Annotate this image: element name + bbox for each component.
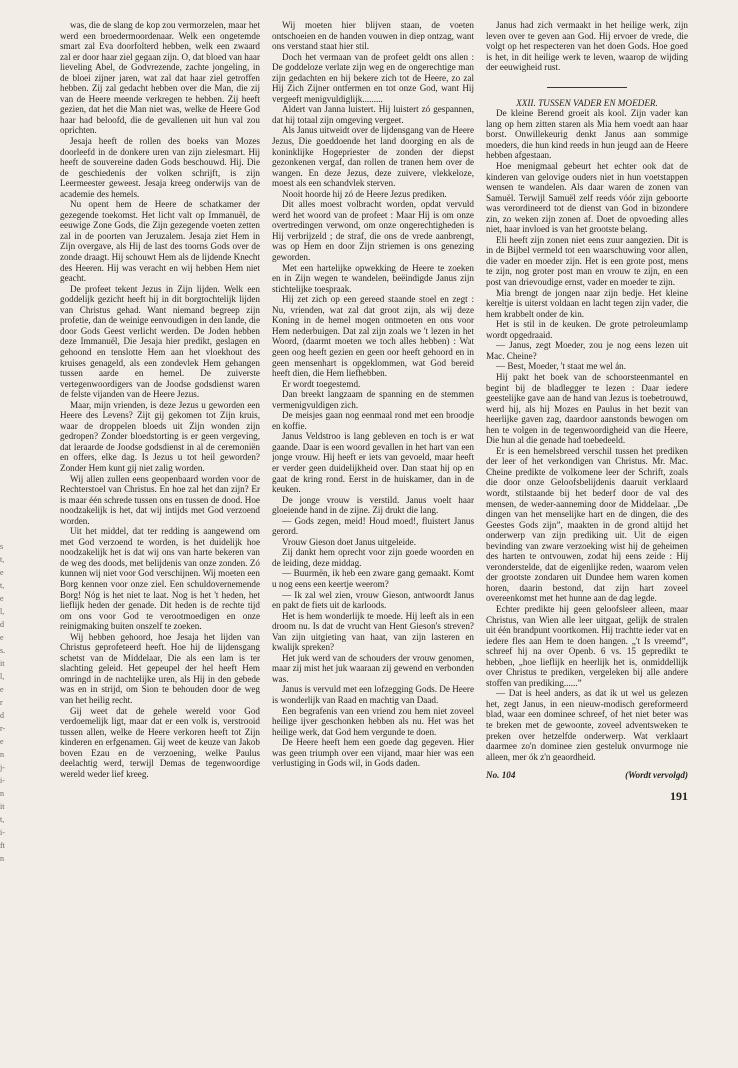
left-column-paragraph: Jesaja heeft de rollen des boeks van Mozes doorleefd in de donkere uren van zijn zielesmart. Hij heeft de souvereine daden Gods beschouwd. Hij. Die de geschiedenis der volken schrijft, is zijn Leermeester geweest. Jesaja kreeg onderwijs van de academie des hemels. — [60, 136, 260, 199]
chapter-body — [486, 108, 688, 762]
adjacent-page-edge — [0, 540, 10, 865]
left-column-paragraph: Maar, mijn vrienden, is deze Jezus u geworden een Heere des Levens? Zijt gij gekomen tot Zijn kruis, waar de droppelen bloeds uit Zijn wonden zijn gedropen? Zonder bloedstorting is er geen vergeving, dat leraarde de Joodse godsdienst in al de ceremoniën en offers, elke dag. Is Jezus u tot heil geworden? Zonder Hem kunt gij niet zalig worden. — [60, 399, 260, 473]
left-column-paragraph: Wij hebben gehoord, hoe Jesaja het lijden van Christus geprofeteerd heeft. Hoe hij de lijdensgang schetst van de Middelaar, Die als een lam is ter slachting geleid. Het gepeupel der hel heeft Hem omringd in de nachtelijke uren, als Hij in den gebede was en in strijd, om Sion te behouden door de weg van het heilig recht. — [60, 631, 260, 705]
right-column-paragraph: — Best, Moeder, 't staat me wel án. — [496, 361, 627, 372]
gutter-fragment: e — [0, 737, 4, 746]
right-column-paragraph: Echter predikte hij geen geloofsleer alleen, maar Christus, van Wien alle leer uitgaat, gelijk de stralen uit één brandpunt voortkomen. Hij trachtte ieder vat en iedere fles aan Hem te doen hangen. „'t Is vreemd”, schreef hij na over Openb. 6 vs. 15 gepredikt te hebben, „hoe lieflijk en heerlijk het is, onmiddellijk over Christus te prediken, vergeleken bij alle andere stoffen van prediking......” — [486, 603, 688, 688]
middle-column-paragraph: — Ik zal wel zien, vrouw Gieson, antwoordt Janus en pakt de fiets uit de karloods. — [272, 589, 474, 611]
gutter-fragment: e — [0, 633, 4, 642]
right-column-paragraph: — Dat is heel anders, as dat ik ut wel us gelezen het, zegt Janus, in een nieuw-modisch gereformeerd blad, waar een dominee schreef, of het niet beter was te breken met de gewoonte, zoveel adventsweken te preken over hetzelfde onderwerp. Wat verklaart daarmee zo'n dominee zien gesteluk onvurmoge nie alleen, mer ók z'n geaordheid. — [486, 688, 688, 762]
gutter-fragment: e — [0, 568, 4, 577]
left-column-paragraph: Gij weet dat de gehele wereld voor God verdoemelijk ligt, maar dat er een volk is, verstrooid tussen allen, welke de Heere verkoren heeft tot Zijn kinderen en erfgenamen. Gij weet de keuze van Jakob boven Ezau en de verzoening, welke Paulus deelachtig werd, terwijl Demas de tegenwoordige wereld weder lief kreeg. — [60, 705, 260, 779]
left-column-paragraph: Nu opent hem de Heere de schatkamer der gezegende toekomst. Het licht valt op Immanuël, de eeuwige Zone Gods, die Zijn gezegende voeten zetten zal in de poorten van Jeruzalem. Jesaja ziet Hem in Zijn overgave, als Hij de last des toorns Gods over de zonde draagt. Hij schouwt Hem als de lijdende Knecht des Heeren. Hij was veracht en wij hebben Hem niet geacht. — [60, 199, 260, 284]
right-column-paragraph: De kleine Berend groeit als kool. Zijn vader kan lang op hem zitten staren als Mia hem voedt aan haar borst. Onwillekeurig denkt Janus aan sommige moeders, die hun kind reeds in hun jeugd aan de Heere hebben afgestaan. — [486, 108, 688, 161]
gutter-fragment: e — [0, 685, 4, 694]
right-column-paragraph: Eli heeft zijn zonen niet eens zuur aangezien. Dit is in de Bijbel vermeld tot een waarschuwing voor allen, die vader en moeder zijn. Het is een grote post, mens te zijn, nog groter post man en vrouw te zijn, en een post van drievoudige ernst, vader en moeder te zijn. — [486, 234, 688, 288]
middle-column-paragraph: Wij moeten hier blijven staan, de voeten ontschoeien en de handen vouwen in diep ontzag, want ons verstand staat hier stil. — [272, 20, 474, 52]
middle-column-paragraph: Aldert van Janna luistert. Hij luistert zó gespannen, dat hij totaal zijn omgeving vergeet. — [272, 104, 474, 125]
right-column-paragraph: Er is een hemelsbreed verschil tussen het prediken der leer of het verkondigen van Christus. Mr. Mac. Cheine predikte de volkomene leer der Schrift, zoals die door onze Geloofsbelijdenis daaruit verklaard wordt, stilstaande bij het bederf door de val des mensen, de weder-aanneming door de Middelaar. „De dingen van het menselijke hart en de dingen, die des Geestes Gods zijn”, maakten in de grond altijd het onderwerp van zijn prediking uit. Uit de eigen bevinding van zware verzoeking wist hij de geheimen des harten te ontvouwen, zodat hij eens zeide : Hij veronderstelde, dat de eigenlijke reden, waarom velen der grootste zondaren uit Dundee hem waren komen horen, daarin bestond, dat zijn hart zoveel overeenkomst met het hunne aan de dag legde. — [486, 445, 688, 604]
right-column-paragraph: — Janus, zegt Moeder, zou je nog eens lezen uit Mac. Cheine? — [486, 340, 688, 361]
middle-column-paragraph: De meisjes gaan nog eenmaal rond met een broodje en koffie. — [272, 410, 474, 431]
gutter-fragment: i- — [0, 828, 5, 837]
left-column-paragraph: was, die de slang de kop zou vermorzelen, maar het werd een broedermoordenaar. Welk een ongetemde smart zal Eva doorfolterd hebben, welk een zwaard zal er door haar ziel gegaan zijn. O, dat bloed van haar lieveling Abel, de Godvrezende, zachte jongeling, in de bloei zijner jaren, wat zal dat haar ziel getroffen hebben. Zij zal gedacht hebben over die Man, die zij van de Heere meende verkregen te hebben. Zij heeft gezien, dat het die Man niet was, welke de Heere God haar had beloofd, die de gevallenen uit hun val zou oprichten. — [60, 20, 260, 136]
gutter-fragment: r- — [0, 724, 6, 733]
column-left — [60, 20, 260, 1060]
middle-column-paragraph: Nooit hoorde hij zó de Heere Jezus prediken. — [282, 188, 447, 199]
right-column-paragraph: Het is stil in de keuken. De grote petroleumlamp wordt opgedraaid. — [486, 319, 688, 340]
gutter-fragment: n — [0, 789, 4, 798]
middle-column-paragraph: Janus Veldstroo is lang gebleven en toch is er wat gaande. Daar is een woord gevallen in het hart van een jonge vrouw. Hij heeft er iets van gevoeld, maar heeft er verder geen duidelijkheid over. Dan staat hij op en gaat de kring rond. Eerst in de huiskamer, dan in de keuken. — [272, 431, 474, 495]
middle-column-paragraph: Het juk werd van de schouders der vrouw genomen, maar zij mist het juk waaraan zij gewend en verbonden was. — [272, 652, 474, 684]
middle-column-paragraph: — Gods zegen, meid! Houd moed!, fluistert Janus gerord. — [272, 515, 474, 537]
middle-column-paragraph: De Heere heeft hem een goede dag gegeven. Hier was geen triumph over een vijand, maar hier was een verlustiging in Gods wil, in Gods daden. — [272, 737, 474, 769]
middle-column-paragraph: — Buurmën, ik heb een zware gang gemaakt. Komt u nog eens een keertje weerom? — [272, 568, 474, 589]
page-footer — [486, 770, 688, 781]
middle-column-paragraph: Een begrafenis van een vriend zou hem niet zoveel heilige ijver geschonken hebben als nu. Het was het heilige werk, dat God hem vergunde te doen. — [272, 705, 474, 737]
gutter-fragment: n — [0, 854, 4, 863]
left-column-paragraph: Wij allen zullen eens geopenbaard worden voor de Rechterstoel van Christus. En hoe zal het dan zijn? Er is maar één schrede tussen ons en tussen de dood. Hoe noodzakelijk is het, dat wij intijds met God verzoend worden. — [60, 473, 260, 526]
middle-column-paragraph: De jonge vrouw is verstild. Janus voelt haar gloeiende hand in de zijne. Zij drukt die lang. — [272, 494, 474, 516]
gutter-fragment: it — [0, 802, 5, 811]
middle-column-paragraph: Janus is vervuld met een lofzegging Gods. De Heere is wonderlijk van Raad en machtig van Daad. — [272, 684, 474, 705]
column-middle — [272, 20, 474, 1060]
gutter-fragment: t, — [0, 815, 5, 824]
column-right — [486, 20, 688, 1060]
right-column-paragraph: Hoe menigmaal gebeurt het echter ook dat de kinderen van gelovige ouders niet in hun voetstappen wensen te wandelen. Als daar waren de zonen van Samuël. Terwijl Samuël zelf reeds vóór zijn geboorte was verordineerd tot de dienst van God in bizondere zin, zo weken zijn zonen af. Doet de opvoeding alles niet, haar invloed is van het grootste belang. — [486, 161, 688, 235]
gutter-fragment: t, — [0, 581, 5, 590]
page-number: 191 — [670, 788, 688, 803]
middle-column-paragraph: Dit alles moest volbracht worden, opdat vervuld werd het woord van de profeet : Maar Hij is om onze overtredingen verwond, om onze ongerechtigheden is Hij verbrijzeld ; de straf, die ons de vrede aanbrengt, was op Hem en door Zijn striemen is ons genezing geworden. — [272, 199, 474, 263]
gutter-fragment: l, — [0, 672, 5, 681]
middle-column-paragraph: Als Janus uitweidt over de lijdensgang van de Heere Jezus, Die goeddoende het land doorging en als de koninklijke Hogepriester de zonden der diepst gezonkenen vergaf, dan rollen de tranen hem over de wangen. En deze Jezus, deze zuivere, vlekkeloze, moest als een schandvlek sterven. — [272, 125, 474, 189]
gutter-fragment: s — [0, 542, 4, 551]
middle-column-paragraph: Met een hartelijke opwekking de Heere te zoeken en in Zijn wegen te wandelen, beëindigde Janus zijn stichtelijke toespraak. — [272, 262, 474, 294]
left-column-paragraph: Uit het middel, dat ter redding is aangewend om met God verzoend te worden, is het duidelijk hoe noodzakelijk het is dat wij ons van harte bekeren van de weg des doods, met belijdenis van onze zonden. Zó kunnen wij niet voor God verschijnen. Wij moeten een Borg kennen voor onze ziel. Een schuldovernemende Borg! Nóg is het niet te laat. Nog is het 't heden, het lieflijk heden der genade. Dit heden is de rechte tijd om ons voor God te verootmoedigen en onze reinigmaking buiten onszelf te zoeken. — [60, 526, 260, 632]
gutter-fragment: d — [0, 711, 4, 720]
gutter-fragment: n — [0, 750, 4, 759]
middle-column-paragraph: Doch het vermaan van de profeet geldt ons allen : De goddeloze verlate zijn weg en de ongerechtige man zijn gedachten en hij bekere zich tot de Heere, zo zal Hij Zich Zijner ontfermen en tot onze God, want Hij vergeeft menigvuldiglijk......... — [272, 51, 474, 104]
middle-column-paragraph: Er wordt toegestemd. — [282, 378, 361, 389]
to-be-continued: (Wordt vervolgd) — [625, 770, 688, 781]
gutter-fragment: j- — [0, 763, 5, 772]
gutter-fragment: ft — [0, 841, 5, 850]
gutter-fragment: i- — [0, 776, 5, 785]
section-divider — [547, 87, 627, 88]
chapter-closing-paragraph: Janus had zich vermaakt in het heilige werk, zijn leven over te geven aan God. Hij ervoer de vrede, die volgt op het respecteren van het doen Gods. Hoe goed is het, in dit heilige werk te leven, waarop de wijding der eeuwigheid rust. — [486, 20, 688, 73]
right-column-paragraph: Hij pakt het boek van de schoorsteenmantel en begint bij de bladlegger te lezen : Daar iedere geestelijke gave aan de hand van Jezus is toebetrouwd, werd hij, als hij Mozes en Paulus in het bezit van heerlijke gaven zag, daardoor aanstonds bewogen om hen te volgen in de tegenwoordigheid van die Heere, Die hun al die genade had toebedeeld. — [486, 371, 688, 446]
gutter-fragment: t, — [0, 555, 5, 564]
gutter-fragment: it — [0, 659, 5, 668]
gutter-fragment: r — [0, 698, 3, 707]
chapter-heading: XXII. TUSSEN VADER EN MOEDER. — [516, 97, 658, 108]
issue-number: No. 104 — [486, 770, 516, 781]
gutter-fragment: l, — [0, 607, 5, 616]
right-column-paragraph: Mia brengt de jongen naar zijn bedje. Het kleine kereltje is uiterst voldaan en lacht tegen zijn vader, die hem krabbelt onder de kin. — [486, 287, 688, 319]
gutter-fragment: s. — [0, 646, 6, 655]
middle-column-paragraph: Dan breekt langzaam de spanning en de stemmen vermenigvuldigen zich. — [272, 389, 474, 410]
middle-column-paragraph: Zij dankt hem oprecht voor zijn goede woorden en de leiding, deze middag. — [272, 547, 474, 568]
left-column-paragraph: De profeet tekent Jezus in Zijn lijden. Welk een goddelijk gezicht heeft hij in dit borgtochtelijk lijden van Christus gehad. Want niemand begreep zijn profetie, dan de weinige eenvoudigen in den lande, die door Gods Geest verlicht werden. De Joden hebben deze Immanuël, Die Jesaja hier predikt, geslagen en gehoond en tenslotte Hem aan het vloekhout des kruises genageld, als een zondevlek Hem gehangen tussen aarde en hemel. De zuiverste vertegenwoordigers van de Joodse godsdienst waren de felste vijanden van de Heere Jezus. — [60, 283, 260, 400]
middle-column-paragraph: Hij zet zich op een gereed staande stoel en zegt : Nu, vrienden, wat zal dat groot zijn, als wij deze Koning in de hemel mogen ontmoeten en ons voor Hem nederbuigen. Dat zal zijn zoals we 't lezen in het Woord, (daarmt moeten we toch alles hebben) : Wat geen oog heeft gezien en geen oor heeft gehoord en in geen mensenhart is opgeklommen, wat God bereid heeft dien, die Hem liefhebben. — [272, 294, 474, 379]
gutter-fragment: d — [0, 620, 4, 629]
middle-column-paragraph: Het is hem wonderlijk te moede. Hij leeft als in een droom nu. Is dat de vrucht van Hent Gieson's streven? Van zijn uitgieting van haat, van zijn lasteren en kwalijk spreken? — [272, 610, 474, 653]
gutter-fragment: e — [0, 594, 4, 603]
middle-column-paragraph: Vrouw Gieson doet Janus uitgeleide. — [282, 536, 417, 547]
